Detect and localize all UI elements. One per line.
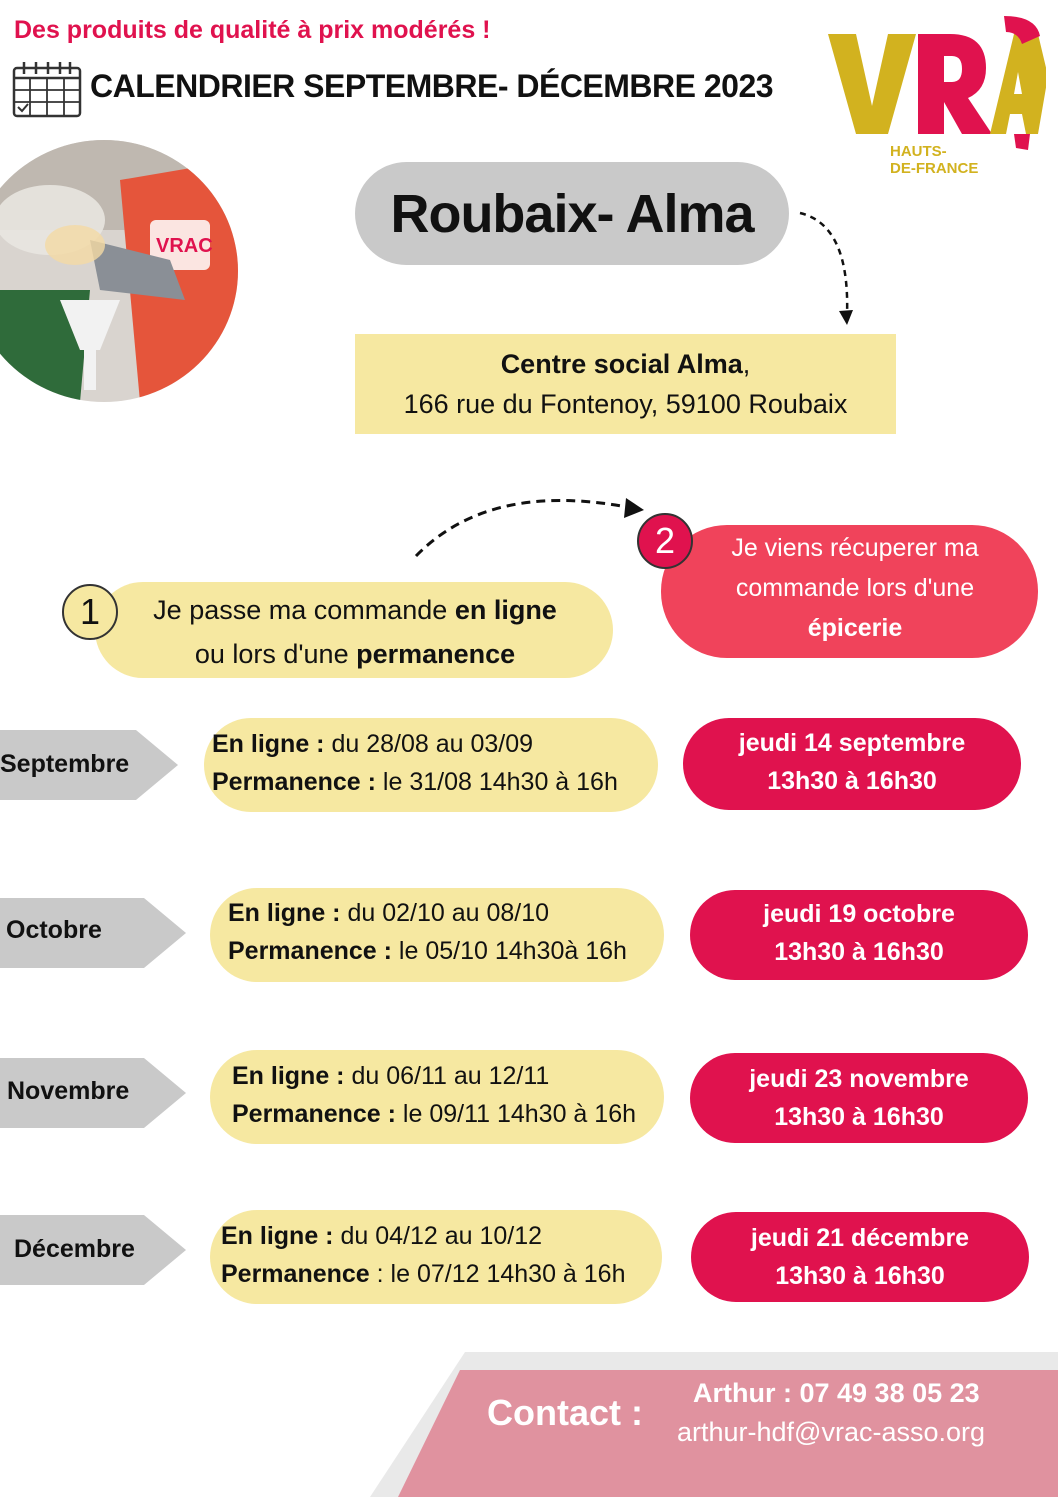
svg-text:HAUTS-: HAUTS- xyxy=(890,143,947,160)
dashed-arrow-icon xyxy=(795,205,865,330)
permanence-dates: le 09/11 14h30 à 16h xyxy=(395,1100,636,1128)
svg-text:DE-FRANCE: DE-FRANCE xyxy=(890,160,979,177)
tagline: Des produits de qualité à prix modérés ! xyxy=(14,16,491,44)
step-1-text xyxy=(115,588,595,676)
pickup-date-pill xyxy=(690,890,1028,980)
city-title: Roubaix- Alma xyxy=(355,162,789,265)
step-2-text xyxy=(700,528,1010,648)
step-1-badge: 1 xyxy=(62,584,118,640)
month-label: Octobre xyxy=(6,916,102,944)
order-info-pill xyxy=(210,1050,664,1144)
pickup-day: jeudi 23 novembre xyxy=(749,1065,969,1093)
online-dates: du 02/10 au 08/10 xyxy=(340,899,550,927)
permanence-dates: le 31/08 14h30 à 16h xyxy=(375,768,618,796)
dashed-arrow-icon xyxy=(410,480,650,560)
online-dates: du 04/12 au 10/12 xyxy=(333,1222,543,1250)
step-2-bold: épicerie xyxy=(807,614,903,642)
contact-email: arthur-hdf@vrac-asso.org xyxy=(677,1417,986,1447)
pickup-time: 13h30 à 16h30 xyxy=(774,1103,944,1131)
pickup-day: jeudi 14 septembre xyxy=(738,729,966,757)
online-label: En ligne : xyxy=(212,730,325,758)
permanence-label: Permanence : xyxy=(228,937,392,965)
permanence-label: Permanence xyxy=(221,1260,370,1288)
step-1-text-b: ou lors d'une xyxy=(194,639,357,669)
venue-name: Centre social Alma xyxy=(500,349,743,379)
product-photo xyxy=(0,140,238,402)
pickup-day: jeudi 19 octobre xyxy=(763,900,955,928)
online-dates: du 28/08 au 03/09 xyxy=(324,730,534,758)
step-2-badge: 2 xyxy=(637,513,693,569)
contact-label: Contact : xyxy=(487,1392,643,1433)
online-label: En ligne : xyxy=(221,1222,334,1250)
pickup-time: 13h30 à 16h30 xyxy=(774,938,944,966)
permanence-label: Permanence : xyxy=(232,1100,396,1128)
step-1-bold-a: en ligne xyxy=(454,595,557,625)
venue-suffix: , xyxy=(742,349,751,379)
pickup-date-pill xyxy=(683,718,1021,810)
pickup-date-pill xyxy=(690,1053,1028,1143)
pickup-date-pill xyxy=(691,1212,1029,1302)
order-info-pill xyxy=(210,888,664,982)
venue-address: 166 rue du Fontenoy, 59100 Roubaix xyxy=(403,389,848,419)
calendar-icon xyxy=(12,60,82,118)
venue-address-box xyxy=(355,334,896,434)
month-label: Novembre xyxy=(7,1077,130,1105)
online-dates: du 06/11 au 12/11 xyxy=(344,1062,550,1090)
online-label: En ligne : xyxy=(232,1062,345,1090)
vrac-logo xyxy=(826,16,1046,181)
permanence-dates: le 05/10 14h30à 16h xyxy=(391,937,627,965)
step-2-line1: Je viens récuperer ma xyxy=(731,534,979,562)
permanence-label: Permanence : xyxy=(212,768,376,796)
permanence-dates: : le 07/12 14h30 à 16h xyxy=(369,1260,626,1288)
month-label: Septembre xyxy=(0,750,130,778)
contact-phone: Arthur : 07 49 38 05 23 xyxy=(693,1378,980,1408)
order-info-pill xyxy=(210,1210,662,1304)
step-1-text-a: Je passe ma commande xyxy=(153,595,455,625)
online-label: En ligne : xyxy=(228,899,341,927)
step-2-line2: commande lors d'une xyxy=(735,574,975,602)
pickup-day: jeudi 21 décembre xyxy=(750,1224,970,1252)
pickup-time: 13h30 à 16h30 xyxy=(767,767,937,795)
svg-text:VRAC: VRAC xyxy=(156,235,213,257)
pickup-time: 13h30 à 16h30 xyxy=(775,1262,945,1290)
month-label: Décembre xyxy=(14,1235,135,1263)
order-info-pill xyxy=(204,718,658,812)
step-1-bold-b: permanence xyxy=(356,639,516,669)
calendar-title: CALENDRIER SEPTEMBRE- DÉCEMBRE 2023 xyxy=(90,68,774,104)
